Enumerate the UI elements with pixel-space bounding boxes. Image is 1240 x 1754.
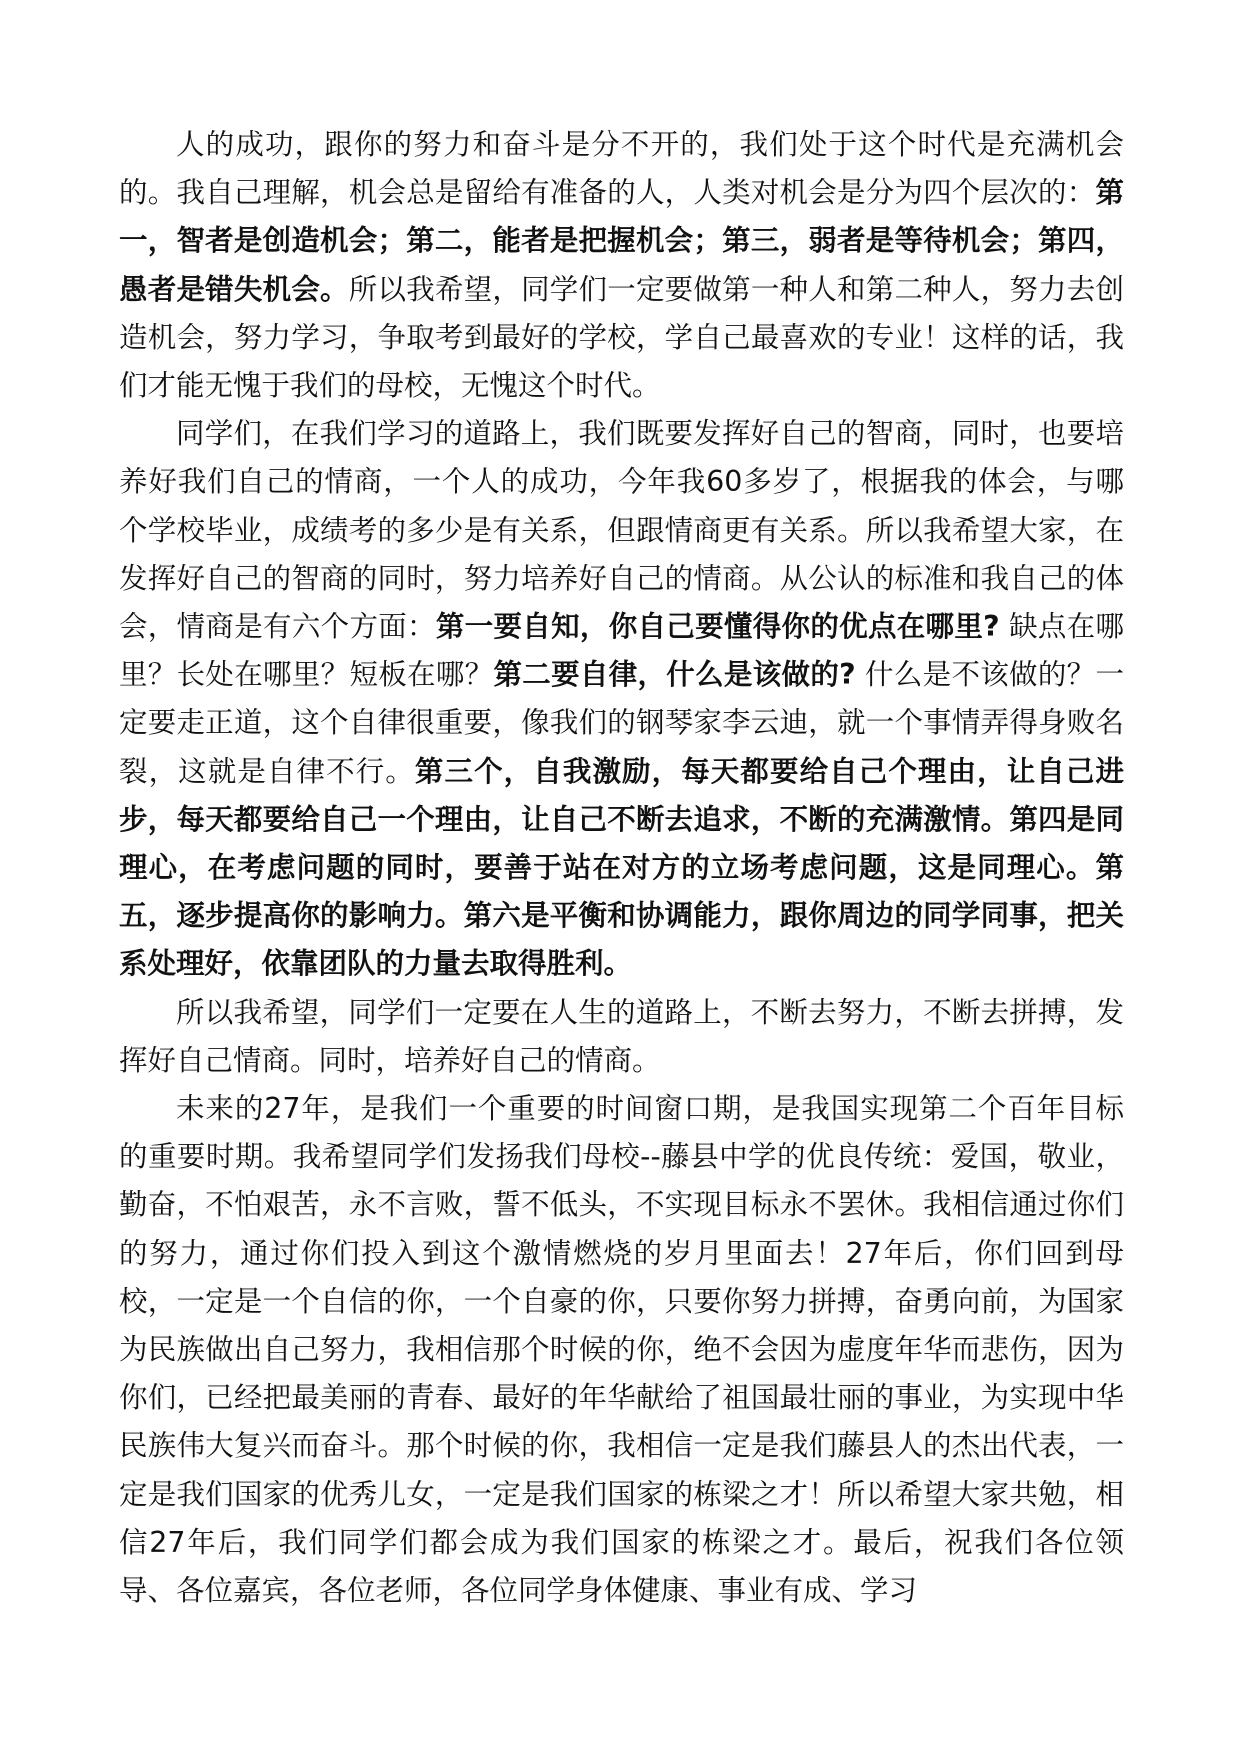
bold-text-segment: 第三个，自我激励，每天都要给自己个理由，让自己进步，每天都要给自己一个理由，让自己不断去追求，不断的充满激情。第四是同理心，在考虑问题的同时，要善于站在对方的立场考虑问题，这是同理心。第五，逐步提高你的影响力。第六是平衡和协调能力，跟你周边的同学同事，把关系处理好，依靠团队的力量去取得胜利。 [119,754,1124,981]
paragraph-future [119,1085,1124,1615]
text-segment: 未来的27年，是我们一个重要的时间窗口期，是我国实现第二个百年目标的重要时期。我希望同学们发扬我们母校--藤县中学的优良传统：爱国，敬业，勤奋，不怕艰苦，永不言败，誓不低头，不实现目标永不罢休。我相信通过你们的努力，通过你们投入到这个激情燃烧的岁月里面去！27年后，你们回到母校，一定是一个自信的你，一个自豪的你，只要你努力拼搏，奋勇向前，为国家为民族做出自己努力，我相信那个时候的你，绝不会因为虚度年华而悲伤，因为你们，已经把最美丽的青春、最好的年华献给了祖国最壮丽的事业，为实现中华民族伟大复兴而奋斗。那个时候的你，我相信一定是我们藤县人的杰出代表，一定是我们国家的优秀儿女，一定是我们国家的栋梁之才！所以希望大家共勉，相信27年后，我们同学们都会成为我们国家的栋梁之才。最后，祝我们各位领导、各位嘉宾，各位老师，各位同学身体健康、事业有成、学习 [119,1092,1124,1608]
text-segment: 缺点在哪里？长处在哪里？短板在哪？ [119,610,1124,692]
text-segment: 什么是不该做的？一定要走正道，这个自律很重要，像我们的钢琴家李云迪，就一个事情弄得身败名裂，这就是自律不行。 [119,658,1124,788]
paragraph-opportunity [119,121,1124,410]
bold-text-segment: 第二要自律，什么是该做的? [493,658,856,692]
text-segment: 人的成功，跟你的努力和奋斗是分不开的，我们处于这个时代是充满机会的。我自己理解，机会总是留给有准备的人，人类对机会是分为四个层次的： [119,128,1124,210]
text-segment: 同学们，在我们学习的道路上，我们既要发挥好自己的智商，同时，也要培养好我们自己的情商，一个人的成功，今年我60多岁了，根据我的体会，与哪个学校毕业，成绩考的多少是有关系，但跟情商更有关系。所以我希望大家，在发挥好自己的智商的同时，努力培养好自己的情商。从公认的标准和我自己的体会，情商是有六个方面： [119,417,1124,644]
text-segment: 所以我希望，同学们一定要做第一种人和第二种人，努力去创造机会，努力学习，争取考到最好的学校，学自己最喜欢的专业！这样的话，我们才能无愧于我们的母校，无愧这个时代。 [119,272,1124,403]
bold-text-segment: 第一，智者是创造机会；第二，能者是把握机会；第三，弱者是等待机会；第四，愚者是错失机会。 [119,176,1124,306]
bold-text-segment: 第一要自知，你自己要懂得你的优点在哪里? [435,610,1000,644]
text-segment: 所以我希望，同学们一定要在人生的道路上，不断去努力，不断去拼搏，发挥好自己情商。同时，培养好自己的情商。 [119,995,1124,1077]
paragraph-hope [119,989,1124,1085]
document-page [119,121,1124,1615]
paragraph-emotional-intelligence [119,410,1124,988]
